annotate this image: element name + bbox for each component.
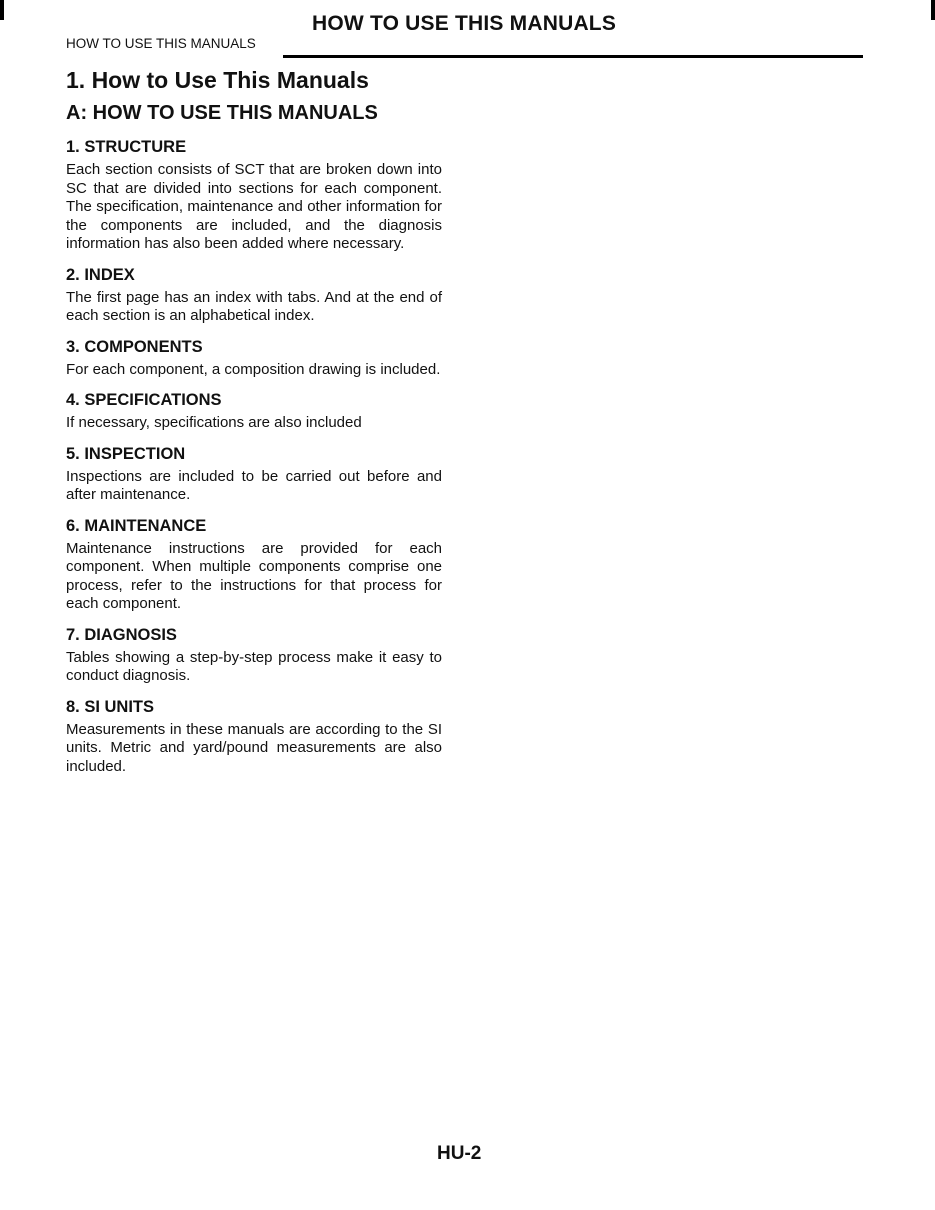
section-si-units [66,694,442,777]
section-inspection [66,441,442,505]
section-heading: 7. DIAGNOSIS [66,625,177,644]
section-heading: 8. SI UNITS [66,697,155,716]
chapter-title: 1. How to Use This Manuals [66,67,369,93]
page-number: HU-2 [437,1143,482,1164]
section-heading: 4. SPECIFICATIONS [66,391,222,409]
section-body: If necessary, specifications are also included [66,414,362,431]
right-edge-mark [931,0,935,20]
header-rule [283,55,863,58]
section-body: Measurements in these manuals are according to the SI units. Metric and yard/pound measurements are also included. [66,720,442,775]
section-structure [66,134,442,254]
section-body: Tables showing a step-by-step process make it easy to conduct diagnosis. [66,648,442,684]
section-body: The first page has an index with tabs. And at the end of each section is an alphabetical index. [66,288,442,324]
section-index [66,262,442,326]
main-content [66,64,442,776]
section-heading: 6. MAINTENANCE [66,516,207,535]
running-head: HOW TO USE THIS MANUALS [66,36,256,51]
chapter-subtitle: A: HOW TO USE THIS MANUALS [66,102,378,124]
page-header-title: HOW TO USE THIS MANUALS [312,12,617,35]
section-body: For each component, a composition drawing is included. [66,360,441,378]
section-specifications [66,387,442,433]
section-maintenance [66,513,442,614]
section-heading: 2. INDEX [66,265,135,284]
section-heading: 1. STRUCTURE [66,138,187,156]
section-body: Each section consists of SCT that are broken down into SC that are divided into sections for each component. The specification, maintenance and other information for the components are included, and the diagnosis information has also been added where necessary. [66,161,442,252]
left-edge-mark [0,0,4,20]
section-heading: 5. INSPECTION [66,444,186,463]
section-diagnosis [66,622,442,686]
section-components [66,334,442,380]
section-body: Inspections are included to be carried out before and after maintenance. [66,467,442,503]
section-body: Maintenance instructions are provided for each component. When multiple components comprise one process, refer to the instructions for that process for each component. [66,539,442,612]
section-heading: 3. COMPONENTS [66,337,203,356]
